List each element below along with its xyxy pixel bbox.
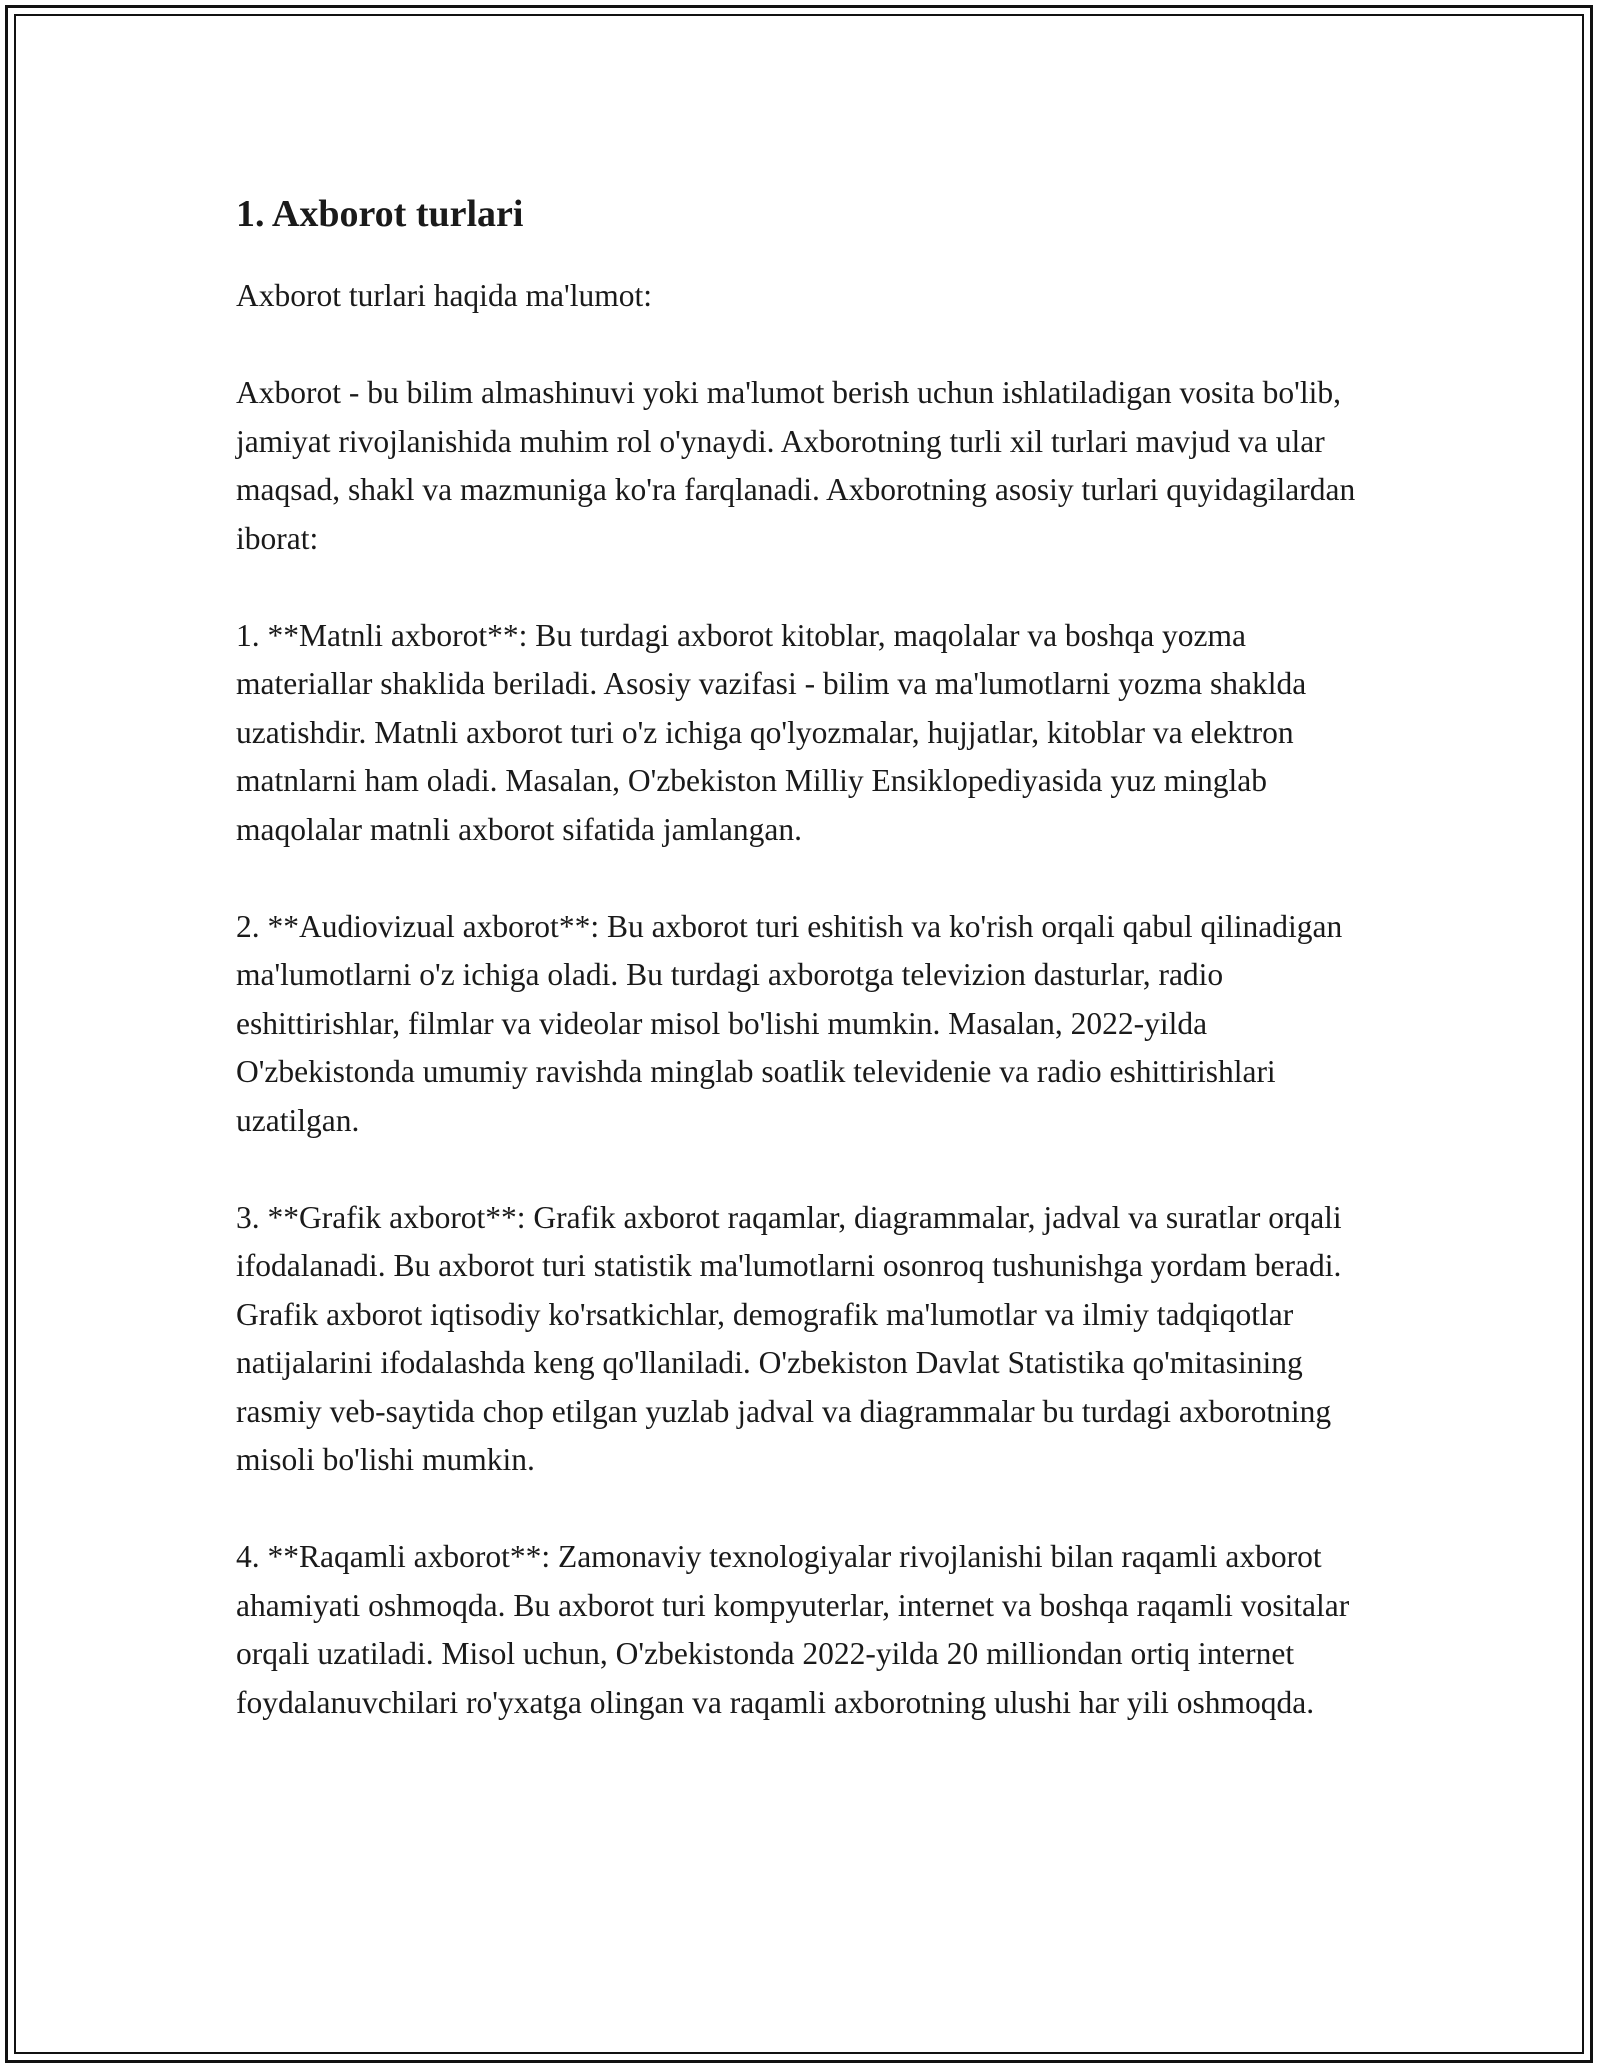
list-item-digital-info: 4. **Raqamli axborot**: Zamonaviy texnologiyalar rivojlanishi bilan raqamli axborot ahamiyati oshmoqda. Bu axborot turi kompyuterlar, internet va boshqa raqamli vositalar orqali uzatiladi. Misol uchun, O'zbekistonda 2022-yilda 20 milliondan ortiq internet foydalanuvchilari ro'yxatga olingan va raqamli axborotning ulushi har yili oshmoqda. xyxy=(236,1539,1350,1720)
list-item-audiovisual-info: 2. **Audiovizual axborot**: Bu axborot turi eshitish va ko'rish orqali qabul qilinadigan ma'lumotlarni o'z ichiga oladi. Bu turdagi axborotga televizion dasturlar, radio eshittirishlar, filmlar va videolar misol bo'lishi mumkin. Masalan, 2022-yilda O'zbekistonda umumiy ravishda minglab soatlik televidenie va radio eshittirishlari uzatilgan. xyxy=(236,908,1343,1138)
list-item-text-info: 1. **Matnli axborot**: Bu turdagi axborot kitoblar, maqolalar va boshqa yozma materiallar shaklida beriladi. Asosiy vazifasi - bilim va ma'lumotlarni yozma shaklda uzatishdir. Matnli axborot turi o'z ichiga qo'lyozmalar, hujjatlar, kitoblar va elektron matnlarni ham oladi. Masalan, O'zbekiston Milliy Ensiklopediyasida yuz minglab maqolalar matnli axborot sifatida jamlangan. xyxy=(236,617,1307,847)
intro-paragraph: Axborot turlari haqida ma'lumot: xyxy=(236,278,652,313)
list-item-graphic-info: 3. **Grafik axborot**: Grafik axborot raqamlar, diagrammalar, jadval va suratlar orqali ifodalanadi. Bu axborot turi statistik ma'lumotlarni osonroq tushunishga yordam beradi. Grafik axborot iqtisodiy ko'rsatkichlar, demografik ma'lumotlar va ilmiy tadqiqotlar natijalarini ifodalashda keng qo'llaniladi. O'zbekiston Davlat Statistika qo'mitasining rasmiy veb-saytida chop etilgan yuzlab jadval va diagrammalar bu turdagi axborotning misoli bo'lishi mumkin. xyxy=(236,1199,1342,1477)
section-title: 1. Axborot turlari xyxy=(236,193,524,235)
definition-paragraph: Axborot - bu bilim almashinuvi yoki ma'lumot berish uchun ishlatiladigan vosita bo'lib, jamiyat rivojlanishida muhim rol o'ynaydi. Axborotning turli xil turlari mavjud va ular maqsad, shakl va mazmuniga ko'ra farqlanadi. Axborotning asosiy turlari quyidagilardan iborat: xyxy=(236,375,1356,556)
document-body xyxy=(236,186,1376,1776)
